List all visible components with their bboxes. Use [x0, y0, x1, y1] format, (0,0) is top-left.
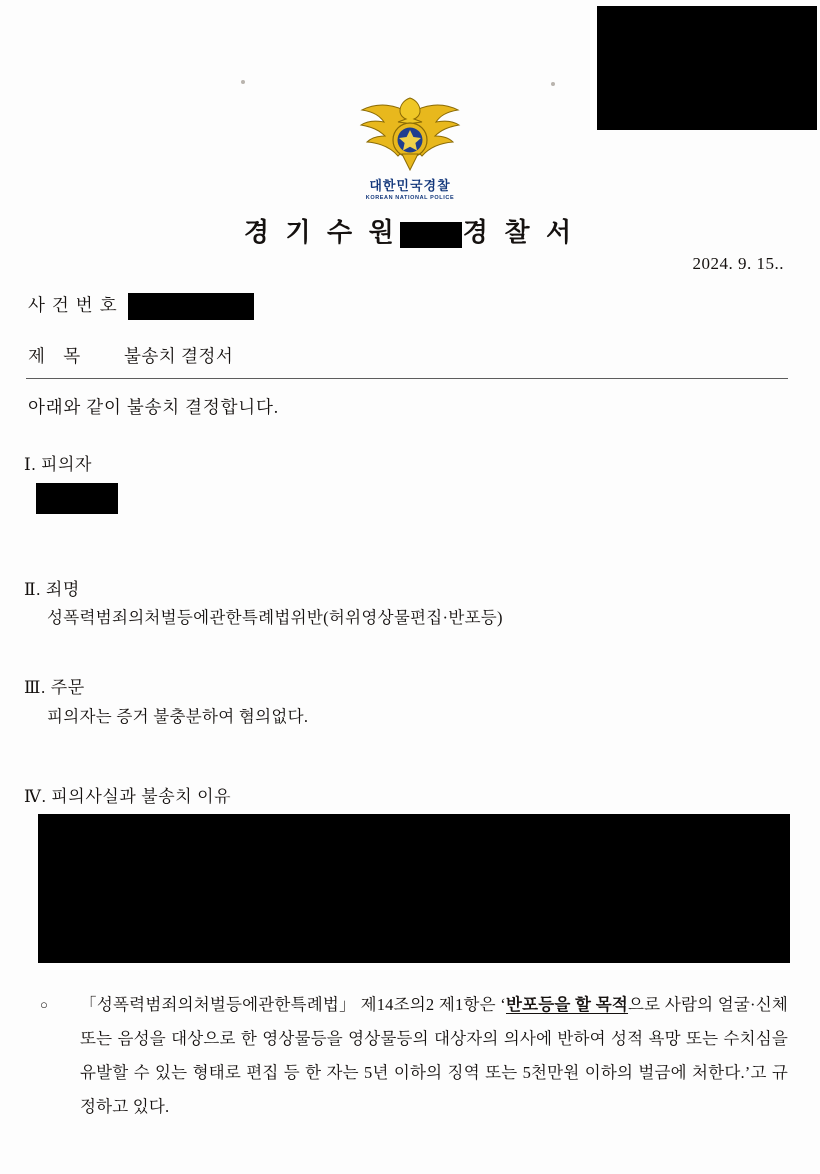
section-heading-facts: Ⅳ. 피의사실과 불송치 이유 — [24, 787, 232, 806]
lead-sentence: 아래와 같이 불송치 결정합니다. — [28, 397, 279, 417]
statute-quote-emphasis: 반포등을 할 목적 — [505, 995, 629, 1014]
redaction-title-block — [400, 222, 462, 248]
redaction-case-number — [128, 293, 254, 320]
section-heading-order: Ⅲ. 주문 — [24, 678, 85, 697]
field-case-number-label: 사건번호 — [28, 295, 124, 315]
section-heading-suspect: Ⅰ. 피의자 — [24, 455, 93, 474]
statute-quote-part2: 으로 사람의 얼굴·신체 또는 음성을 대상으로 한 영상물등을 영상물등의 대상자의 의사에 반하여 성적 욕망 또는 수치심을 유발할 수 있는 형태로 편집 등 한 자는 5년 이하의 징역 또는 5천만원 이하의 벌금에 처한다.’고 규정하고 있다. — [80, 995, 789, 1116]
page-speck — [551, 82, 555, 86]
garuda-emblem-icon — [358, 96, 462, 172]
section-body-order: 피의자는 증거 불충분하여 혐의없다. — [47, 707, 309, 726]
redaction-facts-block — [38, 814, 790, 963]
field-subject-value: 불송치 결정서 — [124, 346, 234, 366]
emblem-caption: 대한민국경찰 — [369, 178, 451, 193]
redaction-suspect-name — [36, 483, 118, 514]
emblem-subcaption: KOREAN NATIONAL POLICE — [365, 195, 455, 201]
field-subject — [28, 343, 233, 368]
bullet-circle-icon: ○ — [40, 997, 48, 1012]
police-emblem — [0, 96, 820, 201]
document-date: 2024. 9. 15.. — [692, 254, 784, 273]
statute-quote-paragraph — [40, 988, 788, 1124]
title-suffix: 경 찰 서 — [462, 218, 577, 247]
field-case-number — [28, 292, 254, 320]
statute-quote-part1: 「성폭력범죄의처벌등에관한특례법」 제14조의2 제1항은 ‘ — [80, 995, 506, 1014]
section-body-charge: 성폭력범죄의처벌등에관한특례법위반(허위영상물편집·반포등) — [47, 608, 503, 627]
page-title — [0, 212, 820, 249]
section-heading-charge: Ⅱ. 죄명 — [24, 580, 80, 599]
statute-quote-text — [80, 988, 788, 1124]
page-speck — [241, 80, 245, 84]
title-prefix: 경 기 수 원 — [243, 218, 399, 247]
header-divider — [26, 378, 788, 379]
field-subject-label: 제 목 — [28, 346, 88, 366]
